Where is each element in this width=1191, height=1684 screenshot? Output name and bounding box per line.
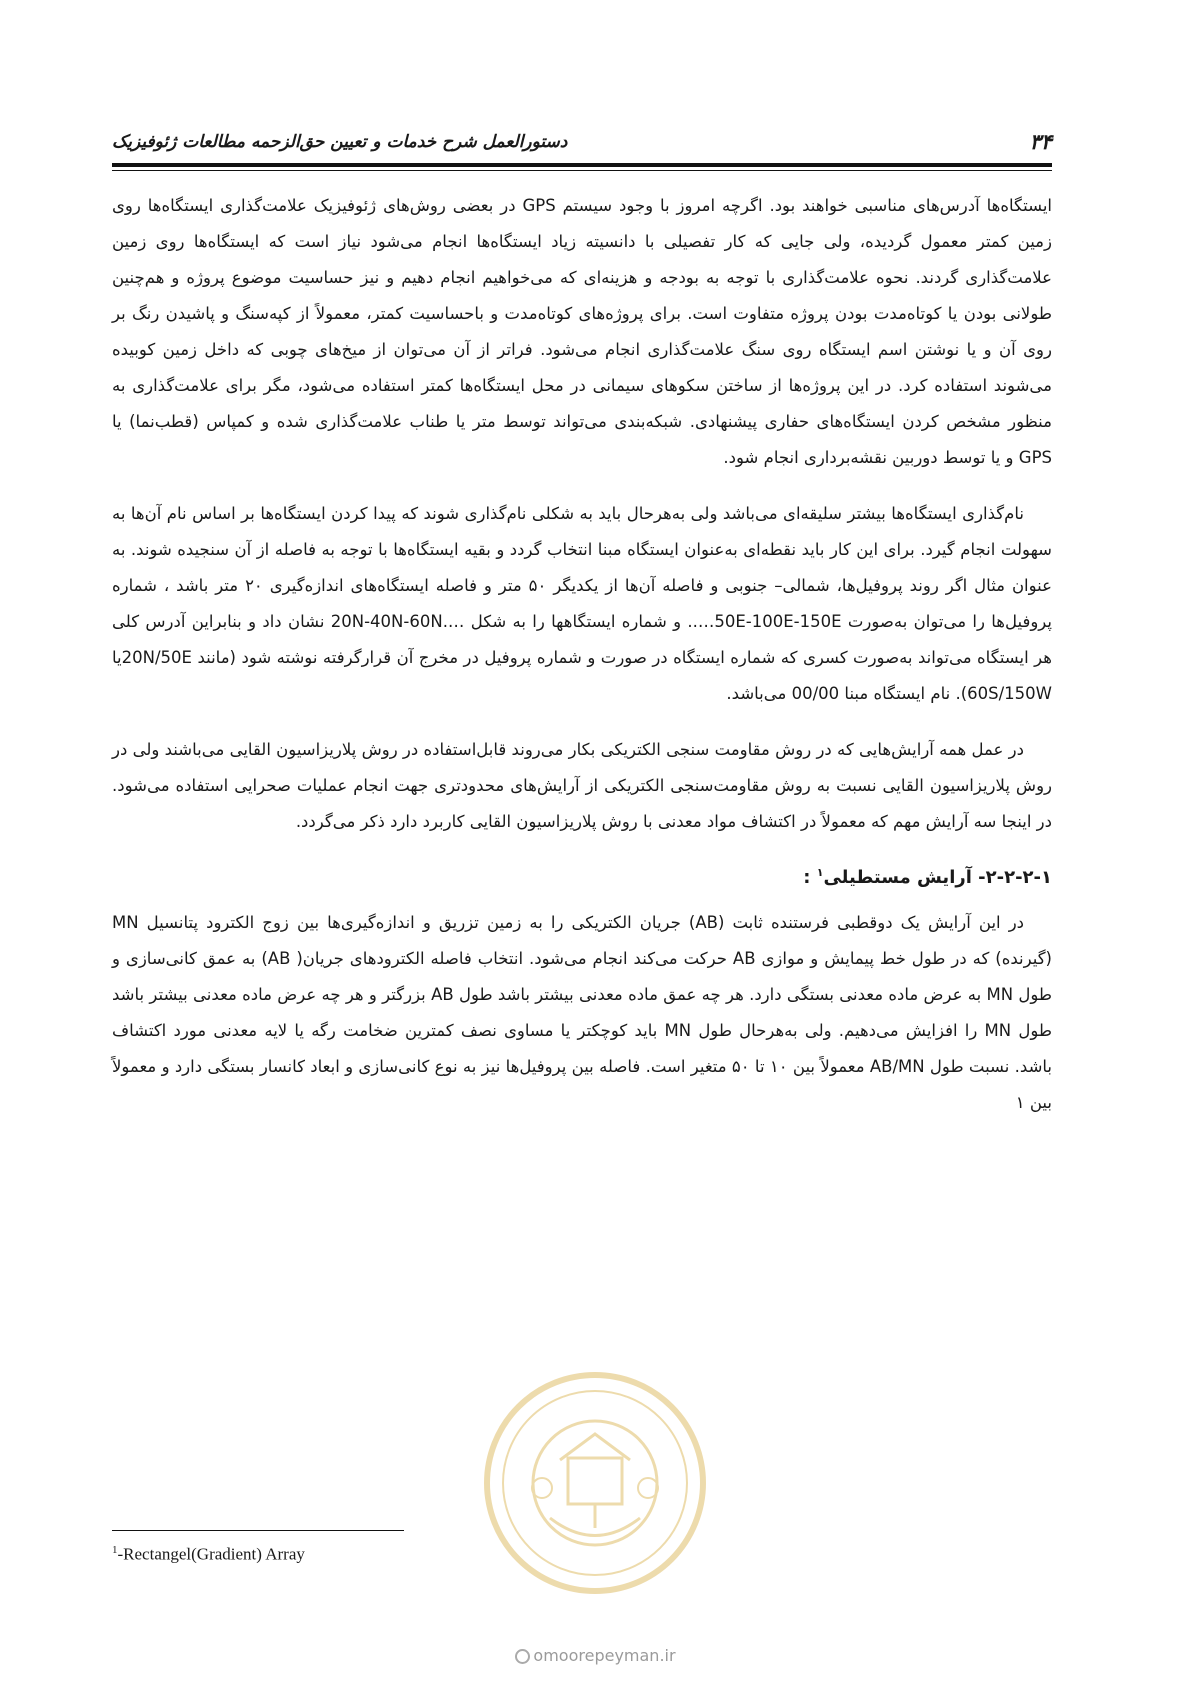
- section-heading-suffix: :: [803, 867, 817, 888]
- section-heading-text: ۲-۲-۲-۱- آرایش مستطیلی: [823, 867, 1052, 888]
- paragraph-1: ایستگاه‌ها آدرس‌های مناسبی خواهند بود. اگرچه امروز با وجود سیستم GPS در بعضی روش‌های ژئوفیزیک علامت‌گذاری ایستگاه‌ها روی زمین کمتر معمول گردیده، ولی جایی که کار تفصیلی با دانسیته زیاد ایستگاه‌ها انجام می‌شود نیاز است که ایستگاه‌ها روی زمین علامت‌گذاری گردند. نحوه علامت‌گذاری با توجه به بودجه و هزینه‌ای که می‌خواهیم انجام دهیم و نیز حساسیت موضوع پروژه و هم‌چنین طولانی بودن یا کوتاه‌مدت بودن پروژه متفاوت است. برای پروژه‌های کوتاه‌مدت و باحساسیت کمتر، معمولاً از کپه‌سنگ و پاشیدن رنگ بر روی آن و یا نوشتن اسم ایستگاه روی سنگ علامت‌گذاری انجام می‌شود. فراتر از آن می‌توان از میخ‌های چوبی که داخل زمین کوبیده می‌شوند استفاده کرد. در این پروژه‌ها از ساختن سکوهای سیمانی در محل ایستگاه‌ها کمتر استفاده می‌شود، مگر برای علامت‌گذاری به منظور مشخص کردن ایستگاه‌های حفاری پیشنهادی. شبکه‌بندی می‌تواند توسط متر یا طناب علامت‌گذاری شده و کمپاس (قطب‌نما) یا GPS و یا توسط دوربین نقشه‌برداری انجام شود.: [112, 196, 1052, 467]
- body-text: [112, 188, 1052, 1121]
- paragraph-4: در این آرایش یک دوقطبی فرستنده ثابت (AB) جریان الکتریکی را به زمین تزریق و اندازه‌گیری‌ها بین زوج الکترود پتانسیل MN (گیرنده) که در طول خط پیمایش و موازی AB حرکت می‌کند انجام می‌شود. انتخاب فاصله الکترودهای جریان( AB) به عمق کانی‌سازی و طول MN به عرض ماده معدنی بستگی دارد. هر چه عمق ماده معدنی بیشتر باشد طول AB بزرگتر و هر چه عرض ماده معدنی بیشتر باشد طول MN را افزایش می‌دهیم. ولی به‌هرحال طول MN باید کوچکتر یا مساوی نصف کمترین ضخامت رگه یا لایه معدنی مورد اکتشاف باشد. نسبت طول AB/MN معمولاً بین ۱۰ تا ۵۰ متغیر است. فاصله بین پروفیل‌ها نیز به نوع کانی‌سازی و ابعاد کانسار بستگی دارد و معمولاً بین ۱: [112, 913, 1053, 1112]
- footnote: [112, 1544, 305, 1565]
- page-header: [112, 128, 1052, 158]
- header-rule-thick: [112, 163, 1052, 167]
- page-number: ۳۴: [1029, 130, 1052, 154]
- header-rule-thin: [112, 170, 1052, 171]
- footnote-rule: [112, 1530, 404, 1531]
- paragraph-3: در عمل همه آرایش‌هایی که در روش مقاومت سنجی الکتریکی بکار می‌روند قابل‌استفاده در روش پلاریزاسیون القایی می‌باشند ولی در روش پلاریزاسیون القایی نسبت به روش مقاومت‌سنجی الکتریکی از آرایش‌های محدودتری جهت انجام عملیات صحرایی استفاده می‌شود. در اینجا سه آرایش مهم که معمولاً در اکتشاف مواد معدنی با روش پلاریزاسیون القایی کاربرد دارد ذکر می‌گردد.: [112, 740, 1052, 831]
- watermark-site-text: omoorepeyman.ir: [533, 1646, 676, 1665]
- paragraph-2: نام‌گذاری ایستگاه‌ها بیشتر سلیقه‌ای می‌باشد ولی به‌هرحال باید به شکلی نام‌گذاری شوند که پیدا کردن ایستگاه‌ها بر اساس نام آن‌ها به سهولت انجام گیرد. برای این کار باید نقطه‌ای به‌عنوان ایستگاه مبنا انتخاب گردد و بقیه ایستگاه‌ها با توجه به فاصله از آن سنجیده شوند. به عنوان مثال اگر روند پروفیل‌ها، شمالی– جنوبی و فاصله آن‌ها از یکدیگر ۵۰ متر و فاصله ایستگاه‌های اندازه‌گیری ۲۰ متر باشد ، شماره پروفیل‌ها را می‌توان به‌صورت 50E-100E-150E….. و شماره ایستگاهها را به شکل ….20N-40N-60N نشان داد و بنابراین آدرس کلی هر ایستگاه می‌تواند به‌صورت کسری که شماره ایستگاه در صورت و شماره پروفیل در مخرج آن قرارگرفته نوشته شود (مانند 20N/50Eیا 60S/150W). نام ایستگاه مبنا 00/00 می‌باشد.: [112, 504, 1052, 703]
- footnote-text: -Rectangel(Gradient) Array: [117, 1544, 305, 1564]
- watermark-seal-icon: [480, 1368, 710, 1598]
- watermark-site: [0, 1646, 1191, 1665]
- footnote-ref: ۱: [816, 866, 824, 879]
- running-title: دستورالعمل شرح خدمات و تعیین حق‌الزحمه مطالعات ژئوفیزیک: [112, 132, 568, 152]
- section-heading: [112, 854, 1052, 897]
- at-icon: [515, 1649, 530, 1664]
- footnote-number: 1: [112, 1544, 118, 1556]
